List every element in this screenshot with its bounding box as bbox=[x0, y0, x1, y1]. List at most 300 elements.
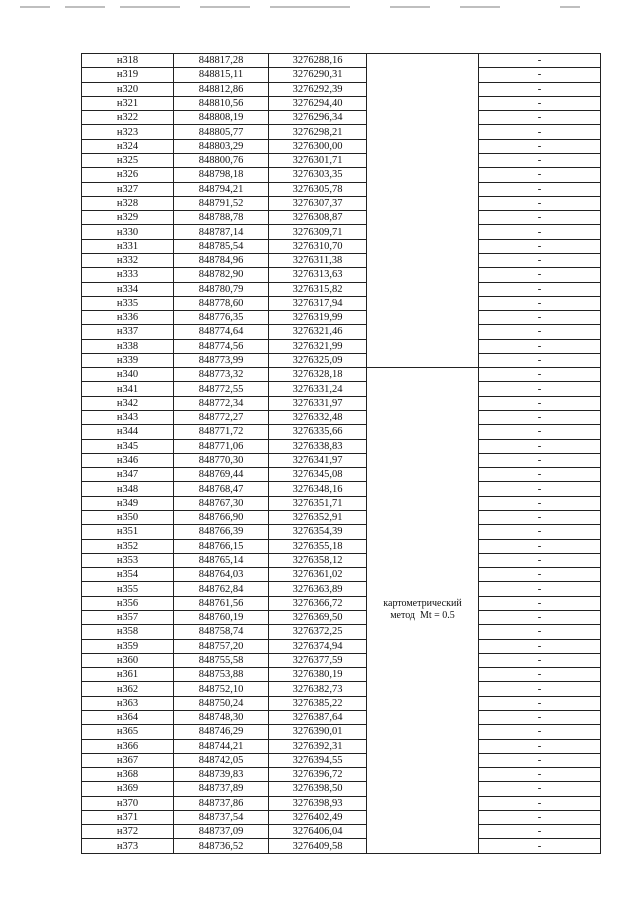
accuracy-cell: - bbox=[479, 582, 601, 596]
y-coordinate-cell: 3276313,63 bbox=[269, 268, 367, 282]
table-row bbox=[82, 696, 601, 710]
point-id-cell: н362 bbox=[82, 682, 174, 696]
y-coordinate-cell: 3276361,02 bbox=[269, 568, 367, 582]
accuracy-cell: - bbox=[479, 796, 601, 810]
table-row bbox=[82, 753, 601, 767]
point-id-cell: н318 bbox=[82, 54, 174, 68]
x-coordinate-cell: 848812,86 bbox=[174, 82, 269, 96]
x-coordinate-cell: 848765,14 bbox=[174, 553, 269, 567]
table-row bbox=[82, 825, 601, 839]
point-id-cell: н327 bbox=[82, 182, 174, 196]
method-cell-empty bbox=[367, 296, 479, 310]
accuracy-cell: - bbox=[479, 453, 601, 467]
y-coordinate-cell: 3276385,22 bbox=[269, 696, 367, 710]
point-id-cell: н347 bbox=[82, 468, 174, 482]
accuracy-cell: - bbox=[479, 139, 601, 153]
y-coordinate-cell: 3276321,46 bbox=[269, 325, 367, 339]
x-coordinate-cell: 848774,64 bbox=[174, 325, 269, 339]
accuracy-cell: - bbox=[479, 682, 601, 696]
scan-artifact-marks bbox=[0, 6, 640, 12]
accuracy-cell: - bbox=[479, 625, 601, 639]
point-id-cell: н346 bbox=[82, 453, 174, 467]
y-coordinate-cell: 3276338,83 bbox=[269, 439, 367, 453]
table-row bbox=[82, 82, 601, 96]
y-coordinate-cell: 3276301,71 bbox=[269, 153, 367, 167]
point-id-cell: н335 bbox=[82, 296, 174, 310]
method-cell-empty bbox=[367, 239, 479, 253]
table-row bbox=[82, 553, 601, 567]
x-coordinate-cell: 848760,19 bbox=[174, 610, 269, 624]
accuracy-cell: - bbox=[479, 725, 601, 739]
method-cell-empty bbox=[367, 225, 479, 239]
method-cell-empty bbox=[367, 139, 479, 153]
accuracy-cell: - bbox=[479, 710, 601, 724]
point-id-cell: н353 bbox=[82, 553, 174, 567]
x-coordinate-cell: 848737,54 bbox=[174, 810, 269, 824]
y-coordinate-cell: 3276331,24 bbox=[269, 382, 367, 396]
method-cell-empty bbox=[367, 82, 479, 96]
y-coordinate-cell: 3276387,64 bbox=[269, 710, 367, 724]
y-coordinate-cell: 3276394,55 bbox=[269, 753, 367, 767]
accuracy-cell: - bbox=[479, 96, 601, 110]
y-coordinate-cell: 3276348,16 bbox=[269, 482, 367, 496]
point-id-cell: н320 bbox=[82, 82, 174, 96]
table-row bbox=[82, 453, 601, 467]
table-row bbox=[82, 568, 601, 582]
x-coordinate-cell: 848772,27 bbox=[174, 411, 269, 425]
y-coordinate-cell: 3276307,37 bbox=[269, 196, 367, 210]
method-cell-empty bbox=[367, 268, 479, 282]
coordinates-table-body bbox=[82, 54, 601, 854]
table-row bbox=[82, 168, 601, 182]
method-cell-empty bbox=[367, 311, 479, 325]
accuracy-cell: - bbox=[479, 610, 601, 624]
accuracy-cell: - bbox=[479, 82, 601, 96]
accuracy-cell: - bbox=[479, 668, 601, 682]
accuracy-cell: - bbox=[479, 425, 601, 439]
accuracy-cell: - bbox=[479, 311, 601, 325]
x-coordinate-cell: 848739,83 bbox=[174, 768, 269, 782]
point-id-cell: н342 bbox=[82, 396, 174, 410]
y-coordinate-cell: 3276319,99 bbox=[269, 311, 367, 325]
accuracy-cell: - bbox=[479, 439, 601, 453]
coordinates-table bbox=[81, 53, 601, 854]
y-coordinate-cell: 3276392,31 bbox=[269, 739, 367, 753]
y-coordinate-cell: 3276398,93 bbox=[269, 796, 367, 810]
x-coordinate-cell: 848785,54 bbox=[174, 239, 269, 253]
x-coordinate-cell: 848808,19 bbox=[174, 111, 269, 125]
table-row bbox=[82, 710, 601, 724]
point-id-cell: н354 bbox=[82, 568, 174, 582]
y-coordinate-cell: 3276351,71 bbox=[269, 496, 367, 510]
y-coordinate-cell: 3276296,34 bbox=[269, 111, 367, 125]
accuracy-cell: - bbox=[479, 768, 601, 782]
accuracy-cell: - bbox=[479, 396, 601, 410]
accuracy-cell: - bbox=[479, 54, 601, 68]
table-row bbox=[82, 68, 601, 82]
x-coordinate-cell: 848772,34 bbox=[174, 396, 269, 410]
y-coordinate-cell: 3276374,94 bbox=[269, 639, 367, 653]
method-cell-empty bbox=[367, 96, 479, 110]
point-id-cell: н370 bbox=[82, 796, 174, 810]
method-cell-empty bbox=[367, 325, 479, 339]
x-coordinate-cell: 848757,20 bbox=[174, 639, 269, 653]
table-row bbox=[82, 653, 601, 667]
y-coordinate-cell: 3276317,94 bbox=[269, 296, 367, 310]
table-row bbox=[82, 682, 601, 696]
method-cell bbox=[367, 368, 479, 854]
y-coordinate-cell: 3276315,82 bbox=[269, 282, 367, 296]
x-coordinate-cell: 848780,79 bbox=[174, 282, 269, 296]
x-coordinate-cell: 848788,78 bbox=[174, 211, 269, 225]
table-row bbox=[82, 296, 601, 310]
table-row bbox=[82, 396, 601, 410]
table-row bbox=[82, 182, 601, 196]
x-coordinate-cell: 848776,35 bbox=[174, 311, 269, 325]
y-coordinate-cell: 3276341,97 bbox=[269, 453, 367, 467]
table-row bbox=[82, 382, 601, 396]
point-id-cell: н334 bbox=[82, 282, 174, 296]
point-id-cell: н338 bbox=[82, 339, 174, 353]
table-row bbox=[82, 439, 601, 453]
accuracy-cell: - bbox=[479, 496, 601, 510]
table-row bbox=[82, 325, 601, 339]
x-coordinate-cell: 848770,30 bbox=[174, 453, 269, 467]
point-id-cell: н364 bbox=[82, 710, 174, 724]
point-id-cell: н332 bbox=[82, 253, 174, 267]
y-coordinate-cell: 3276294,40 bbox=[269, 96, 367, 110]
x-coordinate-cell: 848817,28 bbox=[174, 54, 269, 68]
accuracy-cell: - bbox=[479, 696, 601, 710]
x-coordinate-cell: 848791,52 bbox=[174, 196, 269, 210]
y-coordinate-cell: 3276321,99 bbox=[269, 339, 367, 353]
y-coordinate-cell: 3276398,50 bbox=[269, 782, 367, 796]
table-row bbox=[82, 311, 601, 325]
point-id-cell: н339 bbox=[82, 353, 174, 367]
accuracy-cell: - bbox=[479, 525, 601, 539]
accuracy-cell: - bbox=[479, 196, 601, 210]
x-coordinate-cell: 848805,77 bbox=[174, 125, 269, 139]
point-id-cell: н323 bbox=[82, 125, 174, 139]
accuracy-cell: - bbox=[479, 382, 601, 396]
y-coordinate-cell: 3276300,00 bbox=[269, 139, 367, 153]
x-coordinate-cell: 848774,56 bbox=[174, 339, 269, 353]
table-row bbox=[82, 239, 601, 253]
table-row bbox=[82, 411, 601, 425]
method-cell-empty bbox=[367, 111, 479, 125]
accuracy-cell: - bbox=[479, 68, 601, 82]
table-row bbox=[82, 353, 601, 367]
accuracy-cell: - bbox=[479, 739, 601, 753]
accuracy-cell: - bbox=[479, 339, 601, 353]
table-row bbox=[82, 782, 601, 796]
x-coordinate-cell: 848753,88 bbox=[174, 668, 269, 682]
accuracy-cell: - bbox=[479, 468, 601, 482]
point-id-cell: н344 bbox=[82, 425, 174, 439]
method-cell-empty bbox=[367, 196, 479, 210]
y-coordinate-cell: 3276352,91 bbox=[269, 511, 367, 525]
x-coordinate-cell: 848769,44 bbox=[174, 468, 269, 482]
table-row bbox=[82, 268, 601, 282]
table-row bbox=[82, 539, 601, 553]
table-row bbox=[82, 211, 601, 225]
table-row bbox=[82, 111, 601, 125]
point-id-cell: н355 bbox=[82, 582, 174, 596]
point-id-cell: н349 bbox=[82, 496, 174, 510]
x-coordinate-cell: 848803,29 bbox=[174, 139, 269, 153]
table-row bbox=[82, 739, 601, 753]
x-coordinate-cell: 848771,06 bbox=[174, 439, 269, 453]
accuracy-cell: - bbox=[479, 211, 601, 225]
x-coordinate-cell: 848773,99 bbox=[174, 353, 269, 367]
accuracy-cell: - bbox=[479, 168, 601, 182]
table-row bbox=[82, 525, 601, 539]
method-cell-empty bbox=[367, 125, 479, 139]
point-id-cell: н356 bbox=[82, 596, 174, 610]
table-row bbox=[82, 511, 601, 525]
y-coordinate-cell: 3276372,25 bbox=[269, 625, 367, 639]
y-coordinate-cell: 3276345,08 bbox=[269, 468, 367, 482]
accuracy-cell: - bbox=[479, 596, 601, 610]
table-row bbox=[82, 482, 601, 496]
point-id-cell: н321 bbox=[82, 96, 174, 110]
x-coordinate-cell: 848772,55 bbox=[174, 382, 269, 396]
accuracy-cell: - bbox=[479, 368, 601, 382]
accuracy-cell: - bbox=[479, 753, 601, 767]
point-id-cell: н359 bbox=[82, 639, 174, 653]
x-coordinate-cell: 848752,10 bbox=[174, 682, 269, 696]
point-id-cell: н337 bbox=[82, 325, 174, 339]
accuracy-cell: - bbox=[479, 839, 601, 853]
point-id-cell: н331 bbox=[82, 239, 174, 253]
table-row bbox=[82, 96, 601, 110]
y-coordinate-cell: 3276292,39 bbox=[269, 82, 367, 96]
point-id-cell: н367 bbox=[82, 753, 174, 767]
point-id-cell: н358 bbox=[82, 625, 174, 639]
accuracy-cell: - bbox=[479, 411, 601, 425]
method-cell-empty bbox=[367, 54, 479, 68]
y-coordinate-cell: 3276311,38 bbox=[269, 253, 367, 267]
method-label-line1: картометрический bbox=[383, 598, 462, 610]
accuracy-cell: - bbox=[479, 182, 601, 196]
method-label-line2: метод Mt = 0.5 bbox=[390, 610, 455, 622]
table-row bbox=[82, 810, 601, 824]
point-id-cell: н325 bbox=[82, 153, 174, 167]
table-row bbox=[82, 125, 601, 139]
table-row bbox=[82, 253, 601, 267]
x-coordinate-cell: 848755,58 bbox=[174, 653, 269, 667]
method-cell-empty bbox=[367, 211, 479, 225]
x-coordinate-cell: 848815,11 bbox=[174, 68, 269, 82]
accuracy-cell: - bbox=[479, 782, 601, 796]
accuracy-cell: - bbox=[479, 225, 601, 239]
table-row bbox=[82, 725, 601, 739]
table-row bbox=[82, 796, 601, 810]
table-row bbox=[82, 596, 601, 610]
x-coordinate-cell: 848766,90 bbox=[174, 511, 269, 525]
table-row bbox=[82, 139, 601, 153]
table-row bbox=[82, 625, 601, 639]
point-id-cell: н333 bbox=[82, 268, 174, 282]
point-id-cell: н343 bbox=[82, 411, 174, 425]
table-row bbox=[82, 668, 601, 682]
y-coordinate-cell: 3276310,70 bbox=[269, 239, 367, 253]
method-cell-empty bbox=[367, 153, 479, 167]
x-coordinate-cell: 848782,90 bbox=[174, 268, 269, 282]
y-coordinate-cell: 3276325,09 bbox=[269, 353, 367, 367]
y-coordinate-cell: 3276290,31 bbox=[269, 68, 367, 82]
x-coordinate-cell: 848794,21 bbox=[174, 182, 269, 196]
point-id-cell: н365 bbox=[82, 725, 174, 739]
method-cell-empty bbox=[367, 68, 479, 82]
table-row bbox=[82, 225, 601, 239]
y-coordinate-cell: 3276409,58 bbox=[269, 839, 367, 853]
accuracy-cell: - bbox=[479, 539, 601, 553]
point-id-cell: н350 bbox=[82, 511, 174, 525]
method-cell-empty bbox=[367, 353, 479, 367]
x-coordinate-cell: 848766,39 bbox=[174, 525, 269, 539]
y-coordinate-cell: 3276363,89 bbox=[269, 582, 367, 596]
y-coordinate-cell: 3276328,18 bbox=[269, 368, 367, 382]
x-coordinate-cell: 848737,09 bbox=[174, 825, 269, 839]
point-id-cell: н372 bbox=[82, 825, 174, 839]
accuracy-cell: - bbox=[479, 553, 601, 567]
x-coordinate-cell: 848762,84 bbox=[174, 582, 269, 596]
x-coordinate-cell: 848764,03 bbox=[174, 568, 269, 582]
y-coordinate-cell: 3276377,59 bbox=[269, 653, 367, 667]
accuracy-cell: - bbox=[479, 568, 601, 582]
point-id-cell: н330 bbox=[82, 225, 174, 239]
table-row bbox=[82, 339, 601, 353]
x-coordinate-cell: 848758,74 bbox=[174, 625, 269, 639]
table-row bbox=[82, 639, 601, 653]
y-coordinate-cell: 3276354,39 bbox=[269, 525, 367, 539]
accuracy-cell: - bbox=[479, 325, 601, 339]
table-row bbox=[82, 768, 601, 782]
table-row bbox=[82, 196, 601, 210]
y-coordinate-cell: 3276406,04 bbox=[269, 825, 367, 839]
table-row bbox=[82, 54, 601, 68]
y-coordinate-cell: 3276390,01 bbox=[269, 725, 367, 739]
point-id-cell: н328 bbox=[82, 196, 174, 210]
x-coordinate-cell: 848768,47 bbox=[174, 482, 269, 496]
x-coordinate-cell: 848767,30 bbox=[174, 496, 269, 510]
table-row bbox=[82, 468, 601, 482]
y-coordinate-cell: 3276402,49 bbox=[269, 810, 367, 824]
point-id-cell: н368 bbox=[82, 768, 174, 782]
x-coordinate-cell: 848798,18 bbox=[174, 168, 269, 182]
table-row bbox=[82, 153, 601, 167]
point-id-cell: н373 bbox=[82, 839, 174, 853]
x-coordinate-cell: 848737,89 bbox=[174, 782, 269, 796]
x-coordinate-cell: 848746,29 bbox=[174, 725, 269, 739]
y-coordinate-cell: 3276396,72 bbox=[269, 768, 367, 782]
point-id-cell: н361 bbox=[82, 668, 174, 682]
point-id-cell: н363 bbox=[82, 696, 174, 710]
x-coordinate-cell: 848744,21 bbox=[174, 739, 269, 753]
x-coordinate-cell: 848750,24 bbox=[174, 696, 269, 710]
accuracy-cell: - bbox=[479, 810, 601, 824]
x-coordinate-cell: 848800,76 bbox=[174, 153, 269, 167]
method-cell-empty bbox=[367, 182, 479, 196]
y-coordinate-cell: 3276308,87 bbox=[269, 211, 367, 225]
x-coordinate-cell: 848737,86 bbox=[174, 796, 269, 810]
accuracy-cell: - bbox=[479, 482, 601, 496]
y-coordinate-cell: 3276369,50 bbox=[269, 610, 367, 624]
method-cell-empty bbox=[367, 339, 479, 353]
x-coordinate-cell: 848773,32 bbox=[174, 368, 269, 382]
point-id-cell: н336 bbox=[82, 311, 174, 325]
y-coordinate-cell: 3276331,97 bbox=[269, 396, 367, 410]
accuracy-cell: - bbox=[479, 253, 601, 267]
y-coordinate-cell: 3276332,48 bbox=[269, 411, 367, 425]
accuracy-cell: - bbox=[479, 511, 601, 525]
point-id-cell: н371 bbox=[82, 810, 174, 824]
y-coordinate-cell: 3276309,71 bbox=[269, 225, 367, 239]
method-cell-empty bbox=[367, 253, 479, 267]
x-coordinate-cell: 848748,30 bbox=[174, 710, 269, 724]
x-coordinate-cell: 848787,14 bbox=[174, 225, 269, 239]
method-cell-empty bbox=[367, 168, 479, 182]
point-id-cell: н352 bbox=[82, 539, 174, 553]
x-coordinate-cell: 848736,52 bbox=[174, 839, 269, 853]
table-row bbox=[82, 368, 601, 382]
y-coordinate-cell: 3276335,66 bbox=[269, 425, 367, 439]
x-coordinate-cell: 848810,56 bbox=[174, 96, 269, 110]
accuracy-cell: - bbox=[479, 825, 601, 839]
table-row bbox=[82, 610, 601, 624]
point-id-cell: н348 bbox=[82, 482, 174, 496]
y-coordinate-cell: 3276288,16 bbox=[269, 54, 367, 68]
y-coordinate-cell: 3276358,12 bbox=[269, 553, 367, 567]
y-coordinate-cell: 3276305,78 bbox=[269, 182, 367, 196]
point-id-cell: н369 bbox=[82, 782, 174, 796]
y-coordinate-cell: 3276366,72 bbox=[269, 596, 367, 610]
point-id-cell: н329 bbox=[82, 211, 174, 225]
accuracy-cell: - bbox=[479, 653, 601, 667]
point-id-cell: н322 bbox=[82, 111, 174, 125]
x-coordinate-cell: 848742,05 bbox=[174, 753, 269, 767]
point-id-cell: н340 bbox=[82, 368, 174, 382]
point-id-cell: н345 bbox=[82, 439, 174, 453]
point-id-cell: н366 bbox=[82, 739, 174, 753]
table-row bbox=[82, 496, 601, 510]
x-coordinate-cell: 848766,15 bbox=[174, 539, 269, 553]
x-coordinate-cell: 848761,56 bbox=[174, 596, 269, 610]
accuracy-cell: - bbox=[479, 153, 601, 167]
y-coordinate-cell: 3276298,21 bbox=[269, 125, 367, 139]
y-coordinate-cell: 3276382,73 bbox=[269, 682, 367, 696]
table-row bbox=[82, 582, 601, 596]
accuracy-cell: - bbox=[479, 296, 601, 310]
y-coordinate-cell: 3276303,35 bbox=[269, 168, 367, 182]
x-coordinate-cell: 848784,96 bbox=[174, 253, 269, 267]
accuracy-cell: - bbox=[479, 268, 601, 282]
point-id-cell: н357 bbox=[82, 610, 174, 624]
table-row bbox=[82, 839, 601, 853]
accuracy-cell: - bbox=[479, 353, 601, 367]
y-coordinate-cell: 3276380,19 bbox=[269, 668, 367, 682]
table-row bbox=[82, 425, 601, 439]
y-coordinate-cell: 3276355,18 bbox=[269, 539, 367, 553]
accuracy-cell: - bbox=[479, 639, 601, 653]
table-row bbox=[82, 282, 601, 296]
accuracy-cell: - bbox=[479, 282, 601, 296]
point-id-cell: н351 bbox=[82, 525, 174, 539]
point-id-cell: н326 bbox=[82, 168, 174, 182]
accuracy-cell: - bbox=[479, 125, 601, 139]
point-id-cell: н360 bbox=[82, 653, 174, 667]
